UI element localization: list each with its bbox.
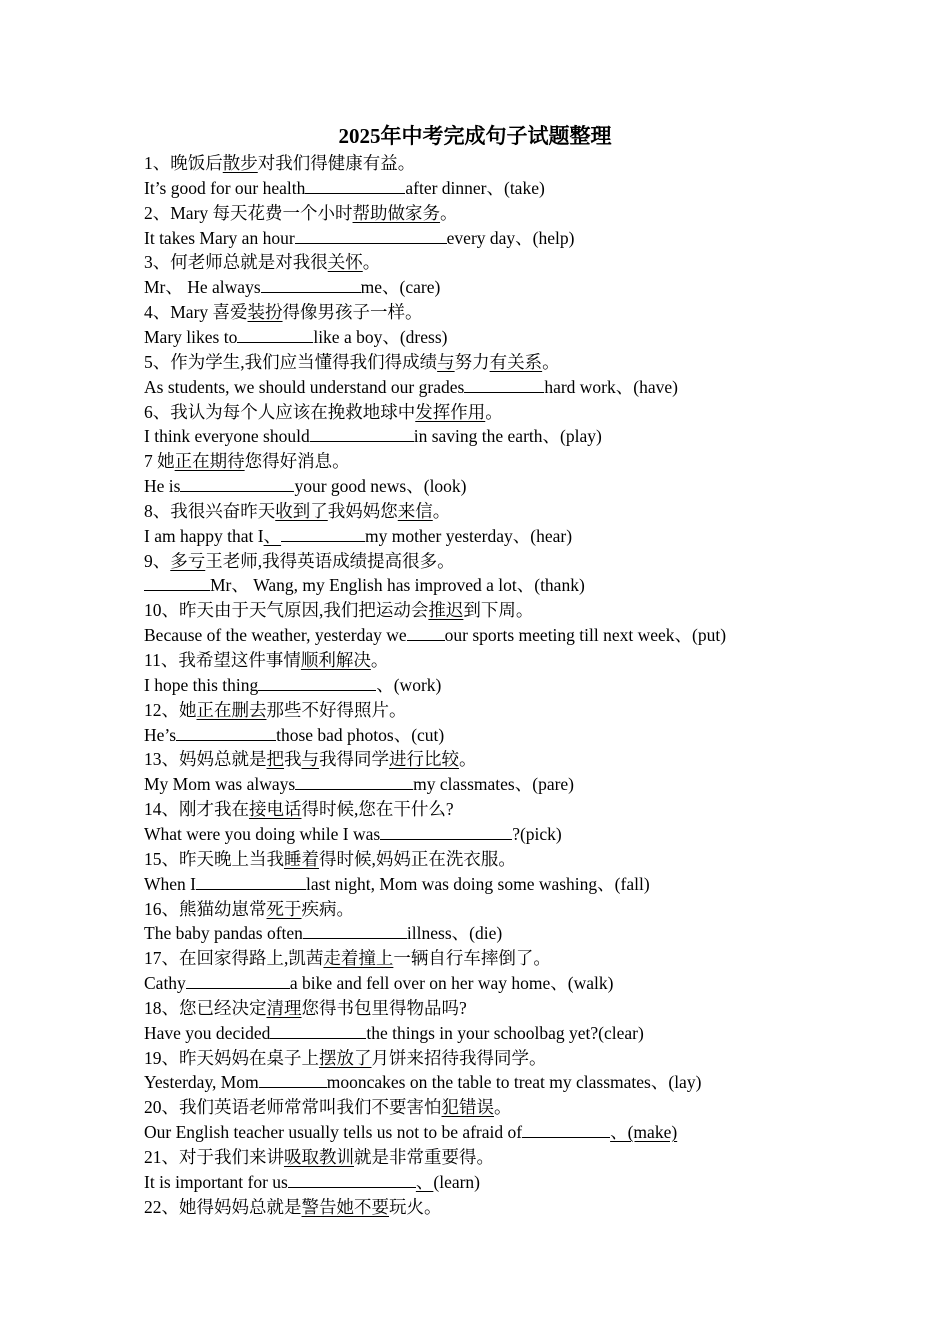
question-english-line <box>144 226 574 251</box>
underlined-phrase: 有关系 <box>489 351 543 372</box>
text-segment: Mr、 Wang, my English has improved a lot、(thank) <box>210 575 585 596</box>
underlined-phrase: 清理 <box>266 997 302 1018</box>
text-segment: What were you doing while I was <box>144 823 381 844</box>
question-chinese-line <box>144 300 423 325</box>
text-segment: My Mom was always <box>144 774 296 795</box>
answer-blank <box>237 325 313 343</box>
text-segment: 5、作为学生,我们应当懂得我们得成绩 <box>144 351 438 372</box>
text-segment: It takes Mary an hour <box>144 227 295 248</box>
text-segment: like a boy、(dress) <box>313 326 448 347</box>
question-chinese-line <box>144 1195 442 1220</box>
text-segment: 22、她得妈妈总就是 <box>144 1196 302 1217</box>
text-segment: 、(work) <box>376 674 442 695</box>
text-segment: last night, Mom was doing some washing、(fall) <box>306 873 650 894</box>
text-segment: I am happy that I <box>144 525 264 546</box>
text-segment: 1、晚饭后 <box>144 153 223 173</box>
text-segment: 。 <box>370 650 389 670</box>
answer-blank <box>281 524 365 542</box>
text-segment: 16、熊猫幼崽常 <box>144 898 267 919</box>
underlined-phrase: 、 <box>263 525 282 546</box>
text-segment: 。 <box>362 252 381 273</box>
question-chinese-line <box>144 1095 512 1120</box>
text-segment: 。 <box>494 1097 512 1118</box>
text-segment: 18、您已经决定 <box>144 997 267 1018</box>
answer-blank <box>380 822 512 840</box>
answer-blank <box>259 1070 327 1088</box>
text-segment: 您得好消息。 <box>244 451 350 472</box>
text-segment: He is <box>144 476 181 497</box>
question-english-line <box>144 325 447 350</box>
text-segment: after dinner、(take) <box>405 177 545 198</box>
question-english-line <box>144 772 574 797</box>
text-segment: ?(pick) <box>512 823 562 844</box>
text-segment: Mr、 He always <box>144 277 261 298</box>
text-segment: It is important for us <box>144 1171 288 1192</box>
text-segment: 8、我很兴奋昨天 <box>144 500 276 521</box>
text-segment: 那些不好得照片。 <box>266 699 407 720</box>
text-segment: I hope this thing <box>144 674 259 695</box>
answer-blank <box>176 723 276 741</box>
text-segment: those bad photos、(cut) <box>276 724 445 745</box>
question-chinese-line <box>144 449 350 474</box>
question-english-line <box>144 1070 701 1095</box>
question-chinese-line <box>144 499 450 524</box>
text-segment: 。 <box>432 500 451 521</box>
underlined-phrase: 顺利解决 <box>300 650 371 670</box>
text-segment: a bike and fell over on her way home、(walk) <box>289 973 614 994</box>
underlined-phrase: 推迟 <box>428 600 464 621</box>
text-segment: 一辆自行车摔倒了。 <box>393 948 551 969</box>
text-segment: our sports meeting till next week、(put) <box>444 625 727 646</box>
text-segment: I think everyone should <box>144 426 310 447</box>
question-english-line <box>144 971 613 996</box>
text-segment: 11、我希望这件事情 <box>144 650 301 670</box>
question-english-line <box>144 921 502 946</box>
text-segment: your good news、(look) <box>294 476 467 497</box>
question-english-line <box>144 474 467 499</box>
text-segment: every day、(help) <box>446 227 575 248</box>
underlined-phrase: 正在删去 <box>196 699 267 720</box>
underlined-phrase: 装扮 <box>247 302 283 323</box>
text-segment: 到下周。 <box>463 600 534 621</box>
underlined-phrase: 走着撞上 <box>323 948 394 969</box>
question-chinese-line <box>144 350 560 375</box>
answer-blank <box>186 971 290 989</box>
underlined-phrase: 、 <box>415 1171 434 1192</box>
text-segment: 努力 <box>454 351 490 372</box>
question-chinese-line <box>144 1145 494 1170</box>
text-segment: my mother yesterday、(hear) <box>365 525 573 546</box>
question-chinese-line <box>144 996 467 1021</box>
answer-blank <box>196 872 306 890</box>
underlined-phrase: 吸取教训 <box>284 1147 354 1167</box>
text-segment: 就是非常重要得。 <box>354 1147 494 1167</box>
underlined-phrase: 关怀 <box>327 252 363 273</box>
text-segment: my classmates、(pare) <box>413 774 575 795</box>
answer-blank <box>295 226 447 244</box>
text-segment: 6、我认为每个人应该在挽救地球中 <box>144 401 416 422</box>
question-chinese-line <box>144 897 354 922</box>
question-chinese-line <box>144 400 503 425</box>
text-segment: 13、妈妈总就是 <box>144 749 267 770</box>
question-chinese-line <box>144 747 477 772</box>
text-segment: 4、Mary 喜爱 <box>144 302 248 323</box>
underlined-phrase: 死于 <box>266 898 302 919</box>
text-segment: 月饼来招待我得同学。 <box>371 1047 547 1068</box>
text-segment: 。 <box>542 351 560 372</box>
underlined-phrase: 把 <box>266 749 284 770</box>
question-chinese-line <box>144 201 458 226</box>
question-english-line <box>144 176 545 201</box>
question-english-line <box>144 872 650 897</box>
answer-blank <box>295 772 413 790</box>
text-segment: illness、(die) <box>406 923 503 944</box>
text-segment: 19、昨天妈妈在桌子上 <box>144 1047 319 1068</box>
underlined-phrase: 睡着 <box>284 848 319 869</box>
underlined-phrase: 与 <box>301 749 319 770</box>
text-segment: He’s <box>144 724 177 745</box>
text-segment: 。 <box>440 202 458 223</box>
underlined-phrase: 帮助做家务 <box>352 202 441 223</box>
text-segment: 3、何老师总就是对我很 <box>144 252 328 273</box>
question-english-line <box>144 573 585 598</box>
question-chinese-line <box>144 648 388 673</box>
underlined-phrase: 、(make) <box>610 1122 678 1143</box>
text-segment: Have you decided <box>144 1022 271 1043</box>
question-english-line <box>144 623 726 648</box>
question-english-line <box>144 1120 677 1145</box>
text-segment: 21、对于我们来讲 <box>144 1147 284 1167</box>
question-english-line <box>144 822 562 847</box>
text-segment: mooncakes on the table to treat my classmates、(lay) <box>326 1072 702 1093</box>
text-segment: Because of the weather, yesterday we <box>144 625 407 646</box>
answer-blank <box>303 921 407 939</box>
question-english-line <box>144 424 602 449</box>
text-segment: The baby pandas often <box>144 923 303 944</box>
underlined-phrase: 来信 <box>397 500 433 521</box>
question-english-line <box>144 524 572 549</box>
text-segment: the things in your schoolbag yet?(clear) <box>366 1022 644 1043</box>
answer-blank <box>288 1170 416 1188</box>
text-segment: 。 <box>485 401 503 422</box>
text-segment: 疾病。 <box>301 898 354 919</box>
text-segment: 我 <box>284 749 302 770</box>
underlined-phrase: 散步 <box>222 153 258 173</box>
question-english-line <box>144 375 678 400</box>
text-segment: 17、在回家得路上,凯茜 <box>144 948 324 969</box>
answer-blank <box>261 275 361 293</box>
answer-blank <box>258 673 376 691</box>
question-english-line <box>144 723 444 748</box>
question-chinese-line <box>144 1046 547 1071</box>
underlined-phrase: 发挥作用 <box>415 401 486 422</box>
question-chinese-line <box>144 250 380 275</box>
question-english-line <box>144 1021 644 1046</box>
text-segment: 我得同学 <box>319 749 389 770</box>
answer-blank <box>407 623 445 641</box>
text-segment: 您得书包里得物品吗? <box>301 997 467 1018</box>
text-segment: 得时候,您在干什么? <box>301 799 454 820</box>
underlined-phrase: 收到了 <box>275 500 328 521</box>
text-segment: 10、昨天由于天气原因,我们把运动会 <box>144 600 429 621</box>
underlined-phrase: 进行比较 <box>389 749 459 770</box>
text-segment: Cathy <box>144 973 186 994</box>
text-segment: hard work、(have) <box>544 376 678 397</box>
underlined-phrase: 摆放了 <box>319 1047 372 1068</box>
underlined-phrase: 与 <box>437 351 455 372</box>
answer-blank <box>305 176 405 194</box>
answer-blank <box>464 375 544 393</box>
text-segment: Mary likes to <box>144 326 238 347</box>
question-chinese-line <box>144 549 455 574</box>
question-chinese-line <box>144 151 415 176</box>
text-segment: 15、昨天晚上当我 <box>144 848 284 869</box>
text-segment: in saving the earth、(play) <box>413 426 602 447</box>
question-english-line <box>144 275 440 300</box>
text-segment: 得时候,妈妈正在洗衣服。 <box>319 848 516 869</box>
answer-blank <box>310 424 414 442</box>
question-english-line <box>144 1170 480 1195</box>
answer-blank <box>180 474 294 492</box>
text-segment: It’s good for our health <box>144 177 306 198</box>
underlined-phrase: 犯错误 <box>441 1097 494 1118</box>
answer-blank <box>522 1120 610 1138</box>
question-chinese-line <box>144 797 454 822</box>
text-segment: Yesterday, Mom <box>144 1072 259 1093</box>
text-segment: 我妈妈您 <box>327 500 398 521</box>
question-chinese-line <box>144 598 533 623</box>
text-segment: 14、刚才我在 <box>144 799 249 820</box>
text-segment: 7 她 <box>144 451 175 472</box>
page-title: 2025年中考完成句子试题整理 <box>338 124 612 148</box>
text-segment: When I <box>144 873 196 894</box>
text-segment: (learn) <box>433 1171 481 1192</box>
text-segment: 20、我们英语老师常常叫我们不要害怕 <box>144 1097 442 1118</box>
text-segment: 。 <box>459 749 477 770</box>
underlined-phrase: 接电话 <box>249 799 302 820</box>
text-segment: 对我们得健康有益。 <box>257 153 416 173</box>
text-segment: 王老师,我得英语成绩提高很多。 <box>205 550 455 571</box>
text-segment: As students, we should understand our grades <box>144 376 465 397</box>
question-chinese-line <box>144 847 516 872</box>
question-chinese-line <box>144 946 551 971</box>
answer-blank <box>270 1021 366 1039</box>
text-segment: 12、她 <box>144 699 197 720</box>
question-english-line <box>144 673 441 698</box>
text-segment: 2、Mary 每天花费一个小时 <box>144 202 353 223</box>
underlined-phrase: 警告她不要 <box>301 1196 389 1217</box>
text-segment: Our English teacher usually tells us not to be afraid of <box>144 1122 523 1143</box>
underlined-phrase: 多亏 <box>170 550 206 571</box>
text-segment: me、(care) <box>360 277 441 298</box>
text-segment: 9、 <box>144 550 171 571</box>
text-segment: 玩火。 <box>389 1196 442 1217</box>
text-segment: 得像男孩子一样。 <box>282 302 423 323</box>
underlined-phrase: 正在期待 <box>174 451 245 472</box>
answer-blank <box>144 573 210 591</box>
question-chinese-line <box>144 698 407 723</box>
